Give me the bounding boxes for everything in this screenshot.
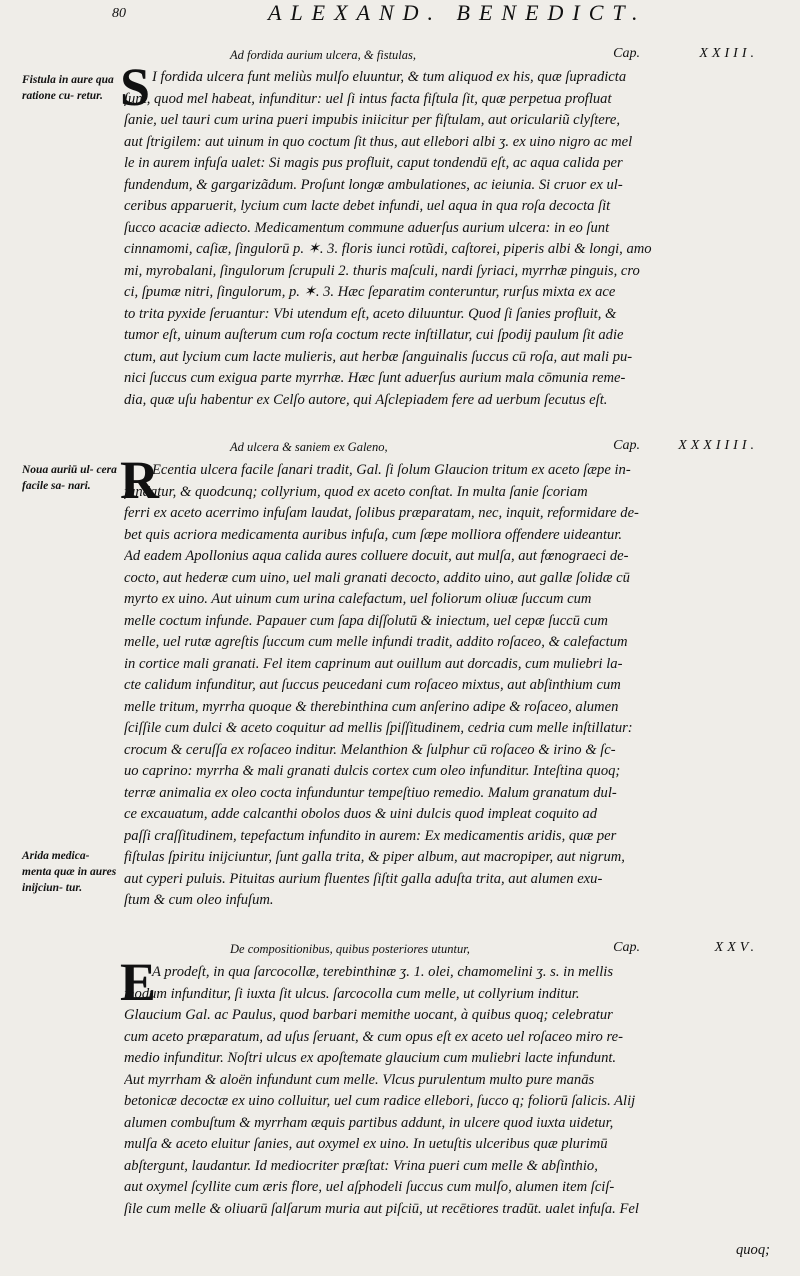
text-line: I fordida ulcera funt meliùs mulſo eluuntur, & tum aliquod ex his, quæ ſupradicta xyxy=(152,69,627,85)
text-line: mulſa & aceto eluitur ſanies, aut oxymel ex uino. In uetuſtis ulceribus quæ plurimū xyxy=(124,1136,608,1152)
chapter-number: XXXIIII. xyxy=(678,438,758,453)
text-line: in cortice mali granati. Fel item caprinum aut ouillum aut dorcadis, cum muliebri la- xyxy=(124,655,623,672)
text-line: nici ſuccus cum exigua parte myrrhæ. Hæc ſunt aduerſus aurium mala cōmunia reme- xyxy=(124,370,626,386)
text-line: Aut myrrham & aloën infundunt cum melle. Vlcus purulentum multo pure manās xyxy=(124,1071,595,1088)
text-line: tumor eſt, uinum auſterum cum roſa coctum recte inſtillatur, cui ſpodij paulum ſit adie xyxy=(124,327,624,343)
chapter-label: Cap. xyxy=(613,940,640,955)
text-line: ferri ex aceto acerrimo infuſam laudat, ſolibus præparatam, nec, inquit, reformidare de- xyxy=(124,505,639,521)
text-line: to trita pyxide ſeruantur: Vbi utendum eſt, aceto diluuntur. Quod ſi ſanies profluit, & xyxy=(124,305,617,322)
chapter-label: Cap. xyxy=(613,438,640,453)
text-line: betonicæ decoctæ ex uino colluitur, uel cum radice ellebori, ſucco q; foliorū ſalicis. Alij xyxy=(124,1093,636,1109)
chapter-title: Ad ulcera & saniem ex Galeno, xyxy=(230,440,388,454)
text-line: mi, myrobalani, ſingulorum ſcrupuli 2. thuris maſculi, nardi ſyriaci, myrrhæ pinguis, cro xyxy=(124,262,640,279)
text-line: bet quis acriora medicamenta auribus infuſa, cum ſæpe molliora offendere uideantur. xyxy=(124,526,623,543)
text-line: medio infunditur. Noſtri ulcus ex apoſtemate glaucium cum muliebri lacte infundunt. xyxy=(124,1050,617,1066)
text-line: aut ſtrigilem: aut uinum in quo coctum ſit thus, aut ellebori albi ʒ. ex uino nigro ac mel xyxy=(124,133,633,150)
chapter-number: XXV. xyxy=(714,940,758,955)
chapter-title: De compositionibus, quibus posteriores utuntur, xyxy=(230,942,470,956)
text-line: ce excauatum, adde calcanthi obolos duos & uini dulcis quod impleat coquito ad xyxy=(124,806,598,822)
text-line: aut cyperi puluis. Pituitas aurium fluentes ſiſtit galla aduſta trita, aut alumen exu- xyxy=(124,870,603,887)
text-line: cum aceto præparatum, ad uſus ſeruant, & cum opus eſt ex aceto uel roſaceo miro re- xyxy=(124,1028,623,1045)
text-line: melle tritum, myrrha quoque & therebinthina cum anſerino adipe & roſaceo, alumen xyxy=(124,698,619,715)
text-line: Ad eadem Apollonius aqua calida aures colluere docuit, aut mulſa, aut fœnograeci de- xyxy=(124,548,629,564)
text-line: Ecentia ulcera facile ſanari tradit, Gal. ſi ſolum Glaucion tritum ex aceto ſæpe in- xyxy=(152,462,631,478)
text-line: melle coctum infunde. Papauer cum ſapa diſſolutū & iniectum, uel cepæ ſuccū cum xyxy=(124,612,608,629)
text-line: ſciſſile cum dulci & aceto coquitur ad mellis ſpiſſitudinem, cedria cum melle inſtillatur: xyxy=(124,720,633,736)
page-number: 80 xyxy=(112,6,126,21)
text-line: modum infunditur, ſi iuxta ſit ulcus. ſarcocolla cum melle, ut collyrium inditur. xyxy=(124,985,580,1002)
text-line: terræ animalia ex oleo cocta infunduntur tempeſtiuo remedio. Malum granatum dul- xyxy=(124,784,617,801)
text-line: Glaucium Gal. ac Paulus, quod barbari memithe uocant, à quibus quoq; celebratur xyxy=(124,1007,613,1023)
chapter-heading-23 xyxy=(230,46,770,66)
drop-cap: S xyxy=(120,57,151,117)
text-line: crocum & ceruſſa ex roſaceo inditur. Melanthion & ſulphur cū roſaceo & irino & ſc- xyxy=(124,741,616,758)
text-line: myrto ex uino. Aut uinum cum urina calefactum, uel foliorum oliuæ ſuccum cum xyxy=(124,591,592,607)
chapter-text-23 xyxy=(120,57,770,411)
text-line: cinnamomi, caſiæ, ſingulorū p. ✶. 3. floris iunci rotũdi, caſtorei, piperis albi & longi, amo xyxy=(124,241,652,257)
text-line: A prodeſt, in qua ſarcocollæ, terebinthinæ ʒ. 1. olei, chamomelini ʒ. s. in mellis xyxy=(152,964,613,980)
text-line: ſucco acaciæ adiecto. Medicamentum commune aduerſus aurium ulcera: in eo ſunt xyxy=(124,219,610,236)
text-line: abſtergunt, laudantur. Id mediocriter præſtat: Vrina pueri cum melle & abſinthio, xyxy=(124,1157,598,1174)
text-line: ſtum & cum oleo infuſum. xyxy=(124,892,274,908)
text-line: cocto, aut hederæ cum uino, uel mali granati decocto, addito uino, aut gallæ ſolidæ cū xyxy=(124,569,630,586)
text-line: paſſi craſſitudinem, tepefactum infundito in aurem: Ex medicamentis aridis, quæ per xyxy=(124,827,617,844)
text-line: ceribus apparuerit, lycium cum lacte debet infundi, uel aqua in qua roſa decocta ſit xyxy=(124,198,611,214)
margin-note-fistula: Fistula in aure qua ratione cu- retur. xyxy=(22,74,114,102)
text-line: fundendum, & gargarizãdum. Proſunt longæ ambulationes, ac ieiunia. Si cruor ex ul- xyxy=(124,176,623,193)
chapter-label: Cap. xyxy=(613,46,640,61)
text-line: fundatur, & quodcunq; collyrium, quod ex aceto conſtat. In multa ſanie ſcoriam xyxy=(124,483,588,500)
chapter-heading-25 xyxy=(230,940,770,960)
text-line: ſunt, quod mel habeat, infunditur: uel ſi intus facta fiſtula ſit, quæ perpetua profluat xyxy=(124,90,612,107)
chapter-number: XXIII. xyxy=(699,46,758,61)
text-line: uo caprino: myrrha & mali granati dulcis cortex cum oleo infunditur. Inteſtina quoq; xyxy=(124,763,621,779)
text-line: ci, ſpumæ nitri, ſingulorum, p. ✶. 3. Hæc ſeparatim conteruntur, rurſus mixta ex ace xyxy=(124,284,616,300)
text-line: ſile cum melle & oliuarū ſalſarum muria aut piſciū, ut recētiores tradūt. ualet infuſa. Fel xyxy=(124,1200,639,1217)
chapter-text-25 xyxy=(120,952,770,1220)
drop-cap: E xyxy=(120,952,157,1012)
margin-note-noua-ulcera: Noua auriū ul- cera facile sa- nari. xyxy=(22,464,117,492)
chapter-title: Ad fordida aurium ulcera, & fistulas, xyxy=(230,48,416,62)
text-line: ſanie, uel tauri cum urina pueri impubis iniicitur per fiſtulam, aut oriculariũ clyſtere, xyxy=(124,112,621,128)
text-line: cte calidum infunditur, aut ſuccus peucedani cum roſaceo mixtus, aut abſinthium cum xyxy=(124,677,621,693)
chapter-text-34 xyxy=(120,450,770,912)
catchword: quoq; xyxy=(735,1242,770,1258)
text-line: le in aurem infuſa ualet: Si magis pus profluit, caput tondendū eſt, ac aqua calida per xyxy=(124,155,623,171)
running-head: ALEXAND. BENEDICT. xyxy=(268,0,647,25)
drop-cap: R xyxy=(120,450,159,510)
text-line: melle, uel rutæ agreſtis ſuccum cum melle infundi tradit, addito roſaceo, & calefactum xyxy=(124,634,628,650)
text-line: dia, quæ uſu habentur ex Celſo autore, qui Aſclepiadem fere ad uerbum ſecutus eſt. xyxy=(124,391,608,408)
chapter-heading-34 xyxy=(230,438,770,458)
text-line: ctum, aut lycium cum lacte mulieris, aut herbæ ſanguinalis ſuccus cū roſa, aut mali pu- xyxy=(124,348,633,365)
text-line: alumen combuſtum & myrrham æquis partibus addunt, in ulcere quod iuxta uidetur, xyxy=(124,1114,614,1131)
text-line: aut oxymel ſcyllite cum æris flore, uel aſphodeli ſuccus cum mulſo, alumen item ſciſ- xyxy=(124,1179,615,1195)
margin-note-arida-medicamenta: Arida medica- menta quæ in aures inijciun- tur. xyxy=(22,850,117,894)
text-line: fiſtulas ſpiritu inijciuntur, ſunt galla trita, & piper album, aut macropiper, aut nigrum, xyxy=(124,849,625,865)
